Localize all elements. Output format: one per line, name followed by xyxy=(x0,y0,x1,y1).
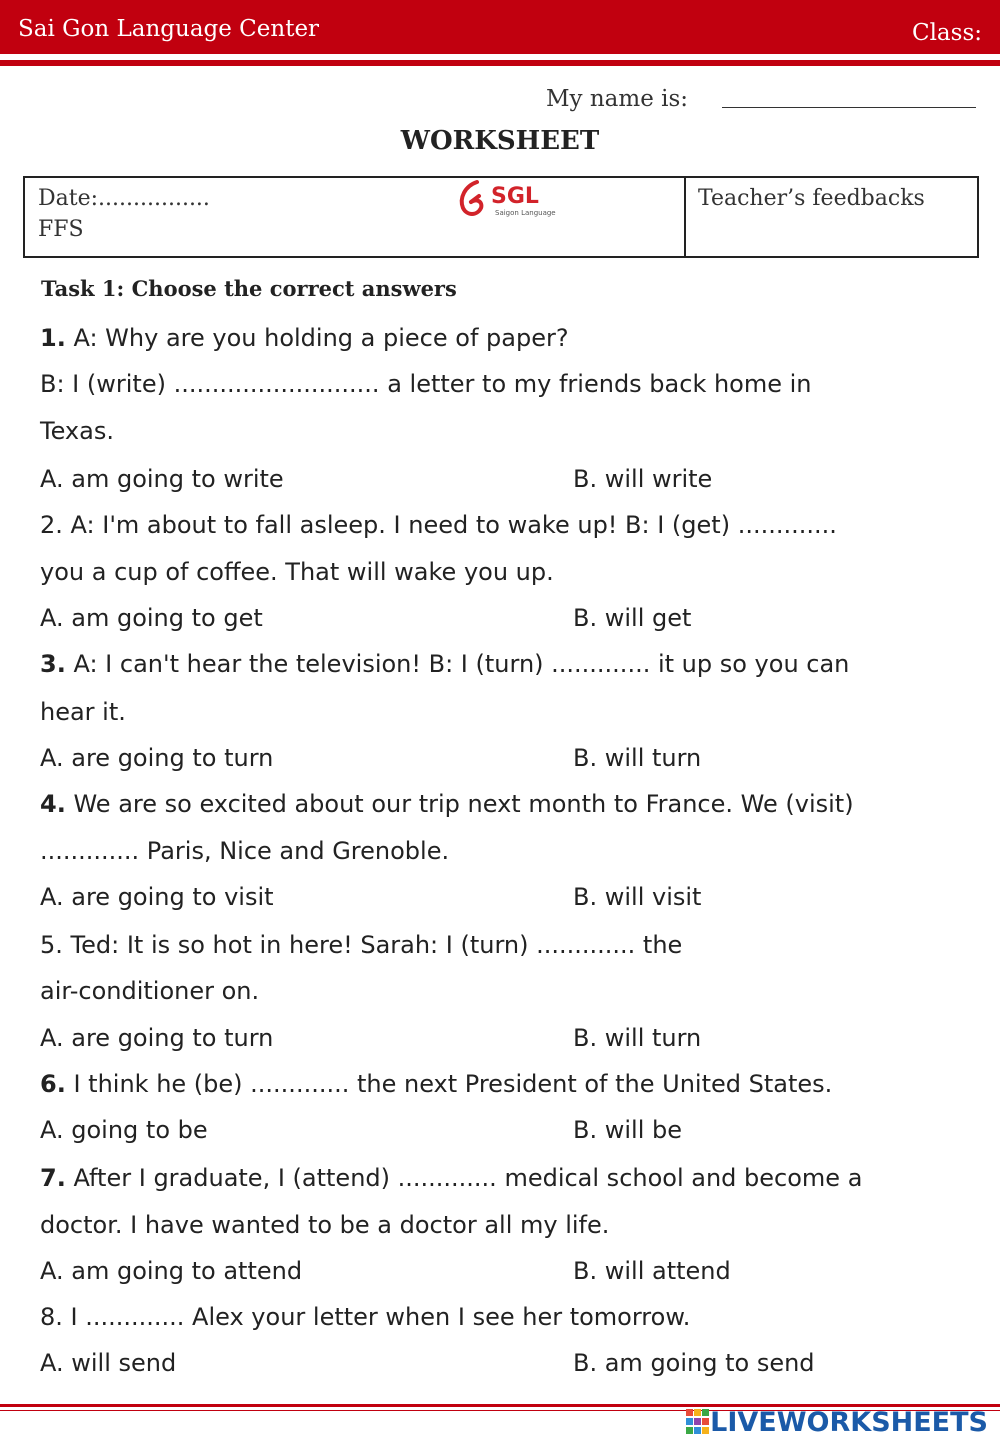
question-7-line-2: doctor. I have wanted to be a doctor all my life. xyxy=(40,1211,610,1239)
question-2-option-b[interactable]: B. will get xyxy=(573,604,692,632)
question-4-line-1: 4. We are so excited about our trip next month to France. We (visit) xyxy=(40,790,854,818)
question-4-option-a[interactable]: A. are going to visit xyxy=(40,883,274,911)
question-8-option-a[interactable]: A. will send xyxy=(40,1349,177,1377)
question-5-line-1: 5. Ted: It is so hot in here! Sarah: I (turn) ............. the xyxy=(40,931,683,959)
header-divider xyxy=(0,60,1000,66)
ffs-label: FFS xyxy=(38,217,84,242)
question-number: 7. xyxy=(40,1164,66,1192)
question-6-option-a[interactable]: A. going to be xyxy=(40,1116,208,1144)
question-number: 3. xyxy=(40,650,66,678)
logo-subtext: Saigon Language xyxy=(495,209,556,217)
center-name: Sai Gon Language Center xyxy=(18,16,320,42)
question-3-option-a[interactable]: A. are going to turn xyxy=(40,744,274,772)
teacher-feedback-label: Teacher’s feedbacks xyxy=(698,186,925,211)
question-number: 1. xyxy=(40,324,66,352)
question-number: 4. xyxy=(40,790,66,818)
question-4-line-2: ............. Paris, Nice and Grenoble. xyxy=(40,837,450,865)
question-1-option-b[interactable]: B. will write xyxy=(573,465,713,493)
class-label: Class: xyxy=(911,20,982,46)
question-1-line-2: B: I (write) ........................... a letter to my friends back home in xyxy=(40,370,812,398)
liveworksheets-blocks-icon xyxy=(686,1409,710,1435)
question-2-line-1: 2. A: I'm about to fall asleep. I need to wake up! B: I (get) ............. xyxy=(40,511,837,539)
sgl-logo-icon xyxy=(457,178,567,222)
question-5-line-2: air-conditioner on. xyxy=(40,977,260,1005)
question-5-option-a[interactable]: A. are going to turn xyxy=(40,1024,274,1052)
header-bar xyxy=(0,0,1000,54)
question-7-option-b[interactable]: B. will attend xyxy=(573,1257,731,1285)
logo-text: SGL xyxy=(491,184,539,209)
question-3-line-2: hear it. xyxy=(40,698,126,726)
question-3-line-1: 3. A: I can't hear the television! B: I (turn) ............. it up so you can xyxy=(40,650,850,678)
name-label: My name is: xyxy=(546,86,689,112)
question-4-option-b[interactable]: B. will visit xyxy=(573,883,702,911)
question-2-option-a[interactable]: A. am going to get xyxy=(40,604,263,632)
liveworksheets-logo xyxy=(686,1405,988,1439)
info-box-divider xyxy=(684,178,686,256)
question-8-option-b[interactable]: B. am going to send xyxy=(573,1349,815,1377)
question-7-option-a[interactable]: A. am going to attend xyxy=(40,1257,303,1285)
question-3-option-b[interactable]: B. will turn xyxy=(573,744,702,772)
page-title: WORKSHEET xyxy=(400,126,600,156)
question-1-line-1: 1. A: Why are you holding a piece of paper? xyxy=(40,324,569,352)
date-field: Date:................ xyxy=(38,186,210,211)
question-6-option-b[interactable]: B. will be xyxy=(573,1116,682,1144)
question-5-option-b[interactable]: B. will turn xyxy=(573,1024,702,1052)
question-7-line-1: 7. After I graduate, I (attend) ............. medical school and become a xyxy=(40,1164,863,1192)
question-6-line-1: 6. I think he (be) ............. the next President of the United States. xyxy=(40,1070,833,1098)
question-1-line-3: Texas. xyxy=(40,417,114,445)
info-box xyxy=(23,176,979,258)
question-2-line-2: you a cup of coffee. That will wake you up. xyxy=(40,558,554,586)
question-1-option-a[interactable]: A. am going to write xyxy=(40,465,284,493)
liveworksheets-brand: LIVEWORKSHEETS xyxy=(710,1406,988,1438)
question-number: 6. xyxy=(40,1070,66,1098)
name-input-line[interactable] xyxy=(722,107,976,108)
question-8-line-1: 8. I ............. Alex your letter when I see her tomorrow. xyxy=(40,1303,691,1331)
task-title: Task 1: Choose the correct answers xyxy=(41,276,457,301)
